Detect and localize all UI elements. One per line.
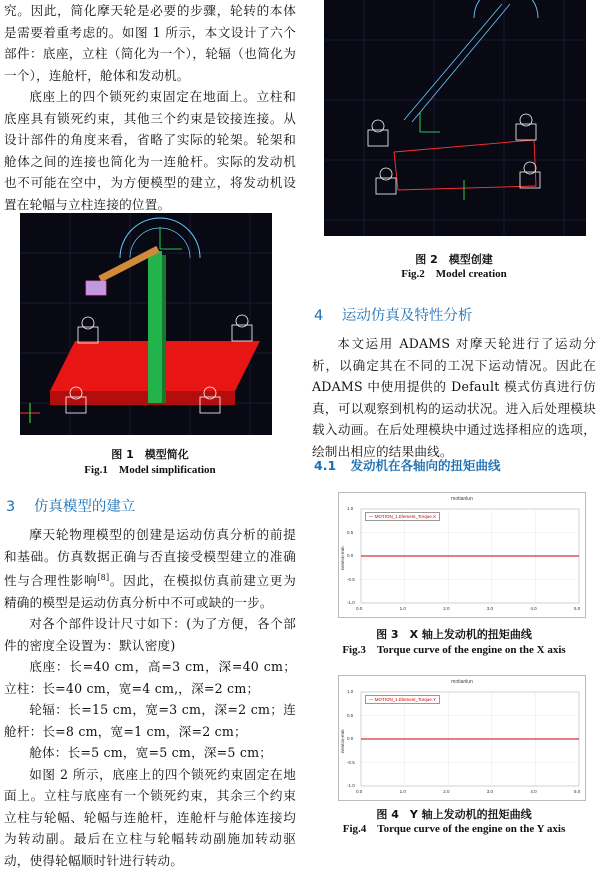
y-tick-label: -1.0 (347, 600, 355, 605)
x-tick-label: 2.0 (443, 789, 450, 794)
x-tick-label: 0.0 (356, 789, 363, 794)
section-title: 运动仿真及特性分析 (341, 308, 473, 324)
paragraph-base-dimensions: 底座：长=40 cm，高=3 cm，深=40 cm；立柱：长=40 cm，宽=4 cm,，深=2 cm； (4, 659, 296, 696)
section-4-heading (314, 304, 472, 325)
figure-4-caption-cn: 图 4 Y 轴上发动机的扭矩曲线 (376, 808, 532, 821)
y-tick-label: 0.5 (347, 529, 354, 535)
figure-1-caption-en: Fig.1 Model simplification (84, 464, 216, 476)
figure-1-image (20, 213, 272, 435)
paragraph-model-importance: 摩天轮物理模型的创建是运动仿真分析的前提和基础。仿真数据正确与否直接受模型建立的准确性与合理性影响[8]。因此，在模拟仿真前建立更为精确的模型是运动仿真分析中不可或缺的一步。 (4, 527, 296, 610)
y-tick-label: 1.0 (347, 689, 354, 694)
x-tick-label: 3.0 (486, 789, 494, 794)
paragraph-cabin-dimensions: 舱体：长=5 cm，宽=5 cm，深=5 cm； (29, 745, 273, 761)
figure-1-caption-cn: 图 1 模型简化 (111, 448, 189, 461)
y-axis-label: newton-mm (340, 546, 345, 570)
section-title: 仿真模型的建立 (33, 499, 136, 515)
x-tick-label: 0.0 (356, 606, 363, 611)
subsection-number: 4.1 (314, 458, 337, 473)
paragraph-spoke-dimensions: 轮辐：长=15 cm，宽=3 cm，深=2 cm；连舱杆：长=8 cm，宽=1 cm，深=2 cm； (4, 702, 296, 739)
section-4-body (312, 333, 596, 462)
section-3-body (4, 524, 296, 871)
figure-4-torque-y-plot (338, 675, 586, 801)
x-tick-label: 5.0 (574, 789, 581, 794)
figure-4-caption-en: Fig.4 Torque curve of the engine on the Y axis (342, 823, 566, 835)
x-tick-label: 4.0 (530, 789, 537, 794)
section-3-heading (6, 495, 135, 516)
y-tick-label: 1.0 (347, 506, 354, 511)
x-tick-label: 3.0 (486, 606, 494, 611)
citation-ref: [8] (97, 573, 110, 582)
model-simplification-render (20, 213, 272, 435)
paragraph-adams-analysis: 本文运用 ADAMS 对摩天轮进行了运动分析，以确定其在不同的工况下运动情况。因此在 ADAMS 中使用提供的 Default 模式仿真进行仿真，可以观察到机构的运动状况。进入后处理模块载入动画。在后处理模块中通过选择相应的选项，绘制出相应的结果曲线。 (312, 336, 596, 459)
subsection-4-1-heading (314, 456, 501, 474)
paragraph-dimensions-intro: 对各个部件设计尺寸如下：(为了方便，各个部件的密度全设置为：默认密度) (4, 616, 296, 653)
plot-title: motianlun (451, 679, 473, 685)
x-tick-label: 4.0 (530, 606, 537, 611)
x-tick-label: 2.0 (443, 606, 450, 611)
figure-2-image (324, 0, 586, 236)
y-tick-label: 0.0 (347, 736, 354, 741)
y-tick-label: 0.0 (347, 553, 354, 558)
y-tick-label: -0.5 (347, 576, 355, 582)
figure-3-caption-en: Fig.3 Torque curve of the engine on the X axis (342, 644, 566, 656)
section-number: 3 (6, 499, 16, 515)
figure-2-caption-en: Fig.2 Model creation (401, 268, 507, 280)
y-tick-label: -0.5 (347, 759, 355, 765)
y-axis-label: newton-mm (340, 729, 345, 753)
plot-title: motianlun (451, 496, 473, 502)
section-number: 4 (314, 308, 324, 324)
paragraph-joint-setup: 如图 2 所示，底座上的四个锁死约束固定在地面上。立柱与底座有一个锁死约束，其余三个约束立柱与轮幅、轮幅与连舱杆，连舱杆与舱体连接均为转动副。最后在立柱与轮幅转动副施加转动驱动，使得轮幅顺时针进行转动。 (4, 766, 296, 868)
plot-legend: — MOTION_1.Element_Torque.X (365, 512, 440, 521)
y-tick-label: 0.5 (347, 712, 354, 718)
figure-2-caption-cn: 图 2 模型创建 (415, 253, 493, 266)
plot-legend: — MOTION_1.Element_Torque.Y (365, 695, 440, 704)
x-tick-label: 1.0 (399, 606, 406, 611)
y-tick-label: -1.0 (347, 783, 355, 788)
paragraph-intro-end: 究。因此，简化摩天轮是必要的步骤，轮转的本体是需要着重考虑的。如图 1 所示，本文设计了六个部件：底座，立柱（简化为一个），轮辐（也简化为一个），连舱杆，舱体和发动机。 (4, 3, 296, 83)
figure-3-caption-cn: 图 3 X 轴上发动机的扭矩曲线 (376, 628, 532, 641)
paragraph-constraints: 底座上的四个锁死约束固定在地面上。立柱和底座具有锁死约束，其他三个约束是铰接连接。从设计部件的角度来看，省略了实际的轮架。轮架和舱体之间的连接也简化为一连舱杆。实际的发动机也不可能在空中，为方便模型的建立，将发动机设置在轮幅与立柱连接的位置。 (4, 89, 296, 212)
x-tick-label: 5.0 (574, 606, 581, 611)
subsection-title: 发动机在各轴向的扭矩曲线 (350, 458, 501, 473)
figure-3-torque-x-plot (338, 492, 586, 618)
x-tick-label: 1.0 (399, 789, 406, 794)
model-creation-render (324, 0, 586, 236)
